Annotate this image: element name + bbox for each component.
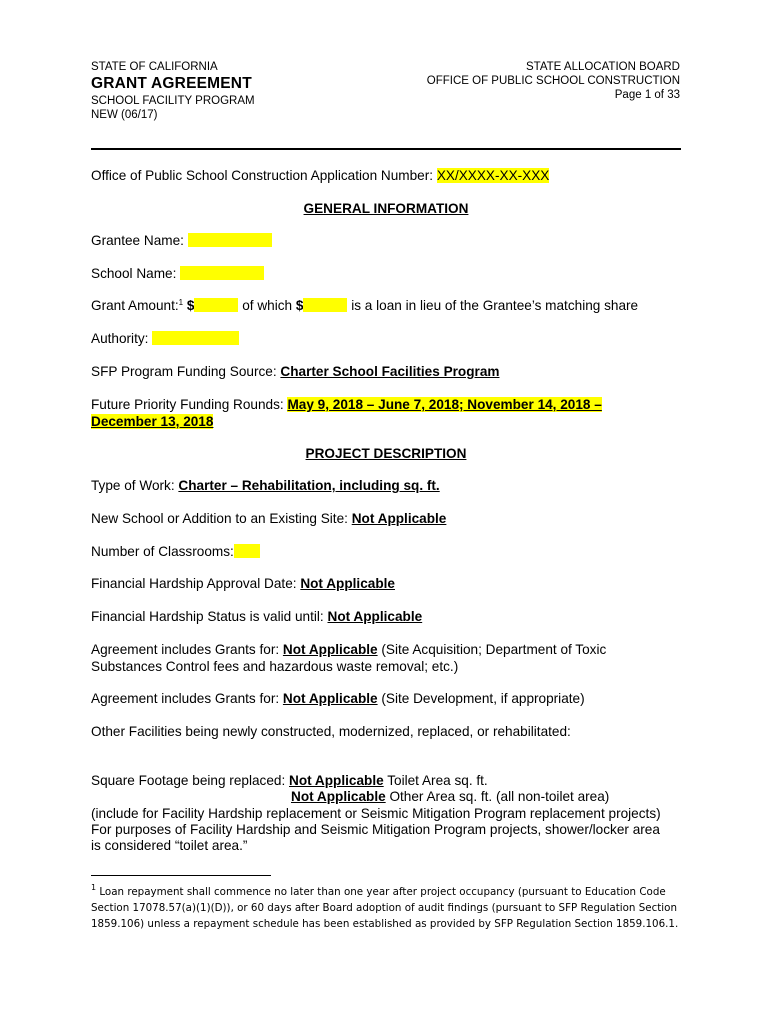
hardship-date-value: Not Applicable bbox=[300, 576, 395, 591]
square-footage-label: Square Footage being replaced: bbox=[91, 773, 290, 788]
page-number: Page 1 of 33 bbox=[614, 89, 680, 101]
grants-label-2: Agreement includes Grants for: bbox=[91, 691, 283, 706]
grant-amount-line bbox=[91, 298, 681, 315]
hardship-date-label: Financial Hardship Approval Date: bbox=[91, 576, 301, 591]
grant-amount-label: Grant Amount: bbox=[91, 298, 179, 313]
grants-note-2: (Site Development, if appropriate) bbox=[377, 691, 585, 706]
toilet-area-text: Toilet Area sq. ft. bbox=[383, 773, 488, 788]
new-school-label: New School or Addition to an Existing Site: bbox=[91, 511, 352, 526]
application-number-value[interactable]: XX/XXXX-XX-XXX bbox=[436, 168, 550, 183]
form-version: NEW (06/17) bbox=[91, 109, 158, 121]
header-left bbox=[91, 60, 255, 122]
project-description-heading: PROJECT DESCRIPTION bbox=[305, 446, 467, 461]
classrooms-line bbox=[91, 544, 681, 561]
footnote-ref[interactable]: 1 bbox=[178, 298, 184, 307]
grantee-name-field[interactable] bbox=[188, 233, 272, 247]
funding-rounds-value: May 9, 2018 – June 7, 2018; November 14, 2018 – December 13, 2018 bbox=[91, 397, 602, 429]
square-footage-line-3: (include for Facility Hardship replacement or Seismic Mitigation Program replacement projects) bbox=[91, 806, 661, 821]
funding-rounds-line bbox=[91, 397, 631, 430]
classrooms-field[interactable] bbox=[234, 544, 260, 558]
of-which-text: of which bbox=[238, 298, 296, 313]
new-school-line bbox=[91, 511, 681, 528]
footnote-divider bbox=[91, 875, 271, 876]
grants-site-development-line bbox=[91, 691, 681, 708]
grants-label-1: Agreement includes Grants for: bbox=[91, 642, 283, 657]
hardship-status-label: Financial Hardship Status is valid until: bbox=[91, 609, 328, 624]
school-name-field[interactable] bbox=[180, 266, 264, 280]
square-footage-line-4: For purposes of Facility Hardship and Seismic Mitigation Program projects, shower/locker area bbox=[91, 822, 660, 837]
funding-source-value: Charter School Facilities Program bbox=[280, 364, 500, 379]
general-information-heading: GENERAL INFORMATION bbox=[303, 201, 469, 216]
header-divider bbox=[91, 148, 681, 150]
loan-text: is a loan in lieu of the Grantee’s matching share bbox=[347, 298, 639, 313]
square-footage-line-2 bbox=[291, 789, 691, 806]
other-area-value: Not Applicable bbox=[291, 789, 386, 804]
application-number-label: Office of Public School Construction Application Number: bbox=[91, 168, 437, 183]
hardship-status-value: Not Applicable bbox=[327, 609, 423, 624]
other-facilities-line: Other Facilities being newly constructed, modernized, replaced, or rehabilitated: bbox=[91, 724, 571, 739]
grant-amount-field[interactable] bbox=[194, 298, 238, 312]
authority-label: Authority: bbox=[91, 331, 153, 346]
dollar-sign-2: $ bbox=[295, 298, 304, 313]
document-title: GRANT AGREEMENT bbox=[91, 75, 252, 92]
school-name-line bbox=[91, 266, 681, 283]
funding-source-label: SFP Program Funding Source: bbox=[91, 364, 281, 379]
authority-line bbox=[91, 331, 681, 348]
funding-source-line bbox=[91, 364, 681, 381]
hardship-status-line bbox=[91, 609, 681, 626]
new-school-value: Not Applicable bbox=[351, 511, 447, 526]
type-of-work-label: Type of Work: bbox=[91, 478, 179, 493]
other-area-text: Other Area sq. ft. (all non-toilet area) bbox=[385, 789, 610, 804]
grants-note-1: (Site Acquisition; Department of Toxic Substances Control fees and hazardous waste removal; etc.) bbox=[91, 642, 607, 674]
grantee-name-line bbox=[91, 233, 681, 250]
application-number-line bbox=[91, 168, 681, 185]
grants-site-acquisition-line bbox=[91, 642, 636, 675]
footnote-text: Loan repayment shall commence no later than one year after project occupancy (pursuant to Education Code Section 17078.57(a)(1)(D)), or 60 days after Board adoption of audit findings (pursuant to SFP Regulation Section 1859.106) unless a repayment schedule has been established as provided by SFP Regulation Section 1859.106.1. bbox=[91, 886, 679, 930]
program-label: SCHOOL FACILITY PROGRAM bbox=[91, 95, 255, 107]
school-name-label: School Name: bbox=[91, 266, 181, 281]
hardship-date-line bbox=[91, 576, 681, 593]
dollar-sign-1: $ bbox=[186, 298, 195, 313]
square-footage-line-5: is considered “toilet area.” bbox=[91, 838, 248, 853]
square-footage-line-1 bbox=[91, 773, 681, 790]
type-of-work-line bbox=[91, 478, 681, 495]
authority-field[interactable] bbox=[152, 331, 239, 345]
state-label: STATE OF CALIFORNIA bbox=[91, 61, 218, 73]
toilet-area-value: Not Applicable bbox=[289, 773, 384, 788]
classrooms-label: Number of Classrooms: bbox=[91, 544, 234, 559]
grants-value-1: Not Applicable bbox=[282, 642, 378, 657]
office-label: OFFICE OF PUBLIC SCHOOL CONSTRUCTION bbox=[426, 75, 680, 87]
footnote-number: 1 bbox=[91, 883, 97, 892]
loan-amount-field[interactable] bbox=[303, 298, 347, 312]
footnote bbox=[91, 884, 681, 932]
board-label: STATE ALLOCATION BOARD bbox=[525, 61, 680, 73]
type-of-work-value: Charter – Rehabilitation, including sq. ft. bbox=[178, 478, 440, 493]
funding-rounds-label: Future Priority Funding Rounds: bbox=[91, 397, 288, 412]
grants-value-2: Not Applicable bbox=[282, 691, 378, 706]
header-right bbox=[427, 60, 680, 102]
grantee-name-label: Grantee Name: bbox=[91, 233, 188, 248]
